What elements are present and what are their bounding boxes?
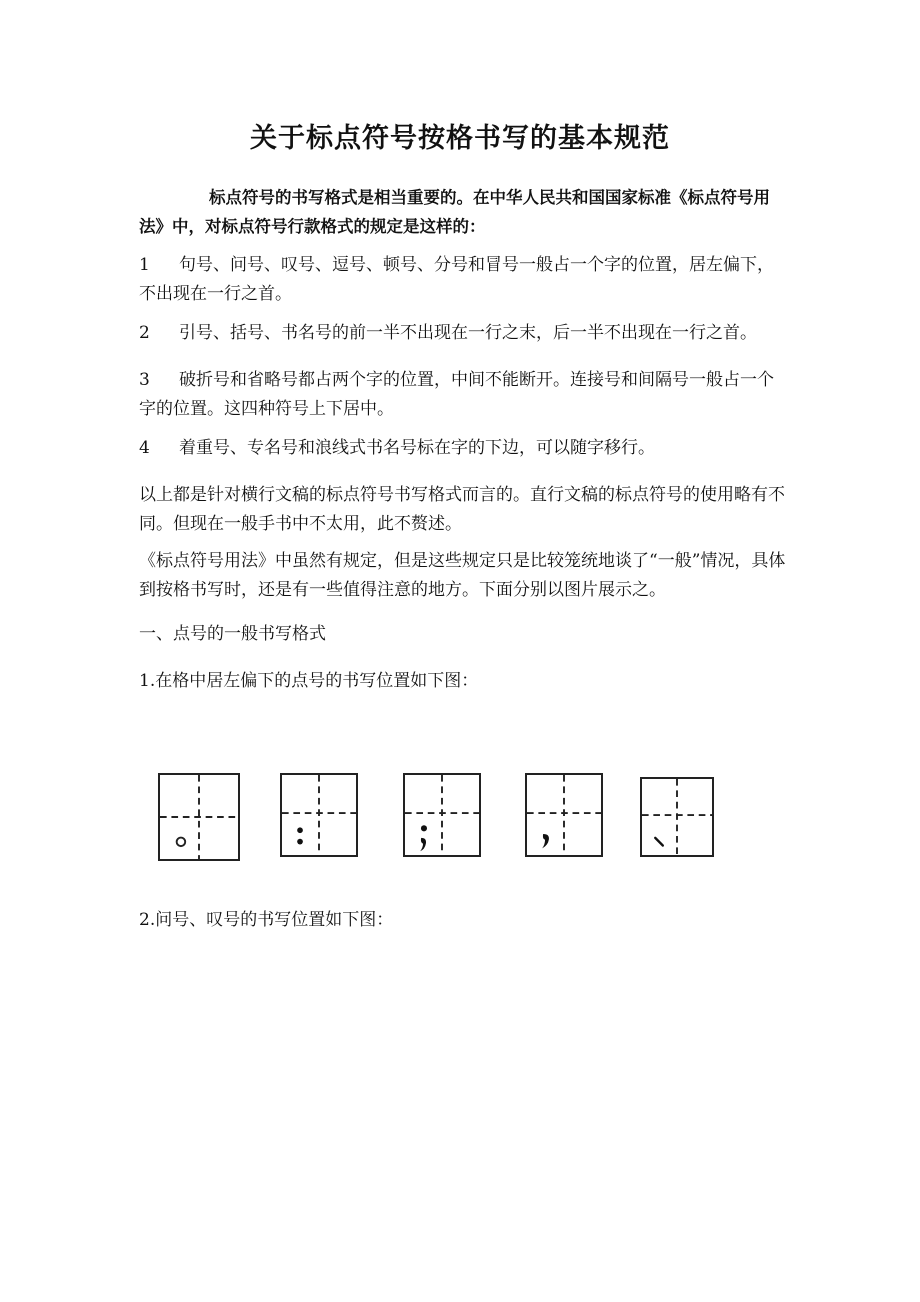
item-1-caption: 1.在格中居左偏下的点号的书写位置如下图：: [139, 671, 479, 691]
colon-mark-bottom: [297, 839, 303, 845]
comma-mark: [542, 834, 549, 848]
rule-text: 引号、括号、书名号的前一半不出现在一行之末，后一半不出现在一行之首。: [179, 323, 757, 343]
rule-number: 4: [139, 438, 150, 458]
punctuation-grid-figure: [155, 768, 725, 868]
rule-3: [139, 366, 789, 424]
grid-lines: [160, 775, 238, 859]
grid-lines: [527, 775, 601, 855]
grid-cell-enumeration-comma: [640, 777, 714, 857]
general-note-paragraph: 《标点符号用法》中虽然有规定，但是这些规定只是比较笼统地谈了“一般”情况，具体到按格书写时，还是有一些值得注意的地方。下面分别以图片展示之。: [139, 551, 786, 600]
rule-text: 句号、问号、叹号、逗号、顿号、分号和冒号一般占一个字的位置，居左偏下，不出现在一行之首。: [139, 255, 774, 304]
rule-number: 1: [139, 255, 150, 275]
grid-lines: [405, 775, 479, 855]
rule-4: [139, 434, 789, 463]
rule-text: 破折号和省略号都占两个字的位置，中间不能断开。连接号和间隔号一般占一个字的位置。这四种符号上下居中。: [139, 370, 774, 419]
semicolon-mark-dot: [421, 825, 427, 831]
grid-cell-semicolon: [403, 773, 481, 857]
rule-number: 2: [139, 323, 150, 343]
intro-paragraph: 标点符号的书写格式是相当重要的。在中华人民共和国国家标准《标点符号用法》中，对标点符号行款格式的规定是这样的：: [139, 188, 770, 236]
enumeration-comma-mark: [655, 838, 663, 846]
grid-lines: [282, 775, 356, 855]
colon-mark-top: [297, 827, 303, 833]
grid-cell-comma: [525, 773, 603, 857]
rule-text: 着重号、专名号和浪线式书名号标在字的下边，可以随字移行。: [179, 438, 655, 458]
rule-2: [139, 319, 789, 348]
grid-lines: [642, 779, 712, 855]
rule-1: [139, 251, 789, 309]
rule-number: 3: [139, 370, 150, 390]
semicolon-mark-tail: [420, 838, 426, 851]
page-title: 关于标点符号按格书写的基本规范: [250, 123, 670, 154]
section-1-heading: 一、点号的一般书写格式: [139, 624, 326, 644]
item-2-caption: 2.问号、叹号的书写位置如下图：: [139, 910, 394, 930]
grid-cell-colon: [280, 773, 358, 857]
horizontal-text-paragraph: 以上都是针对横行文稿的标点符号书写格式而言的。直行文稿的标点符号的使用略有不同。但现在一般手书中不太用，此不赘述。: [139, 485, 785, 534]
grid-cell-period: [158, 773, 240, 861]
period-mark: [177, 838, 186, 847]
